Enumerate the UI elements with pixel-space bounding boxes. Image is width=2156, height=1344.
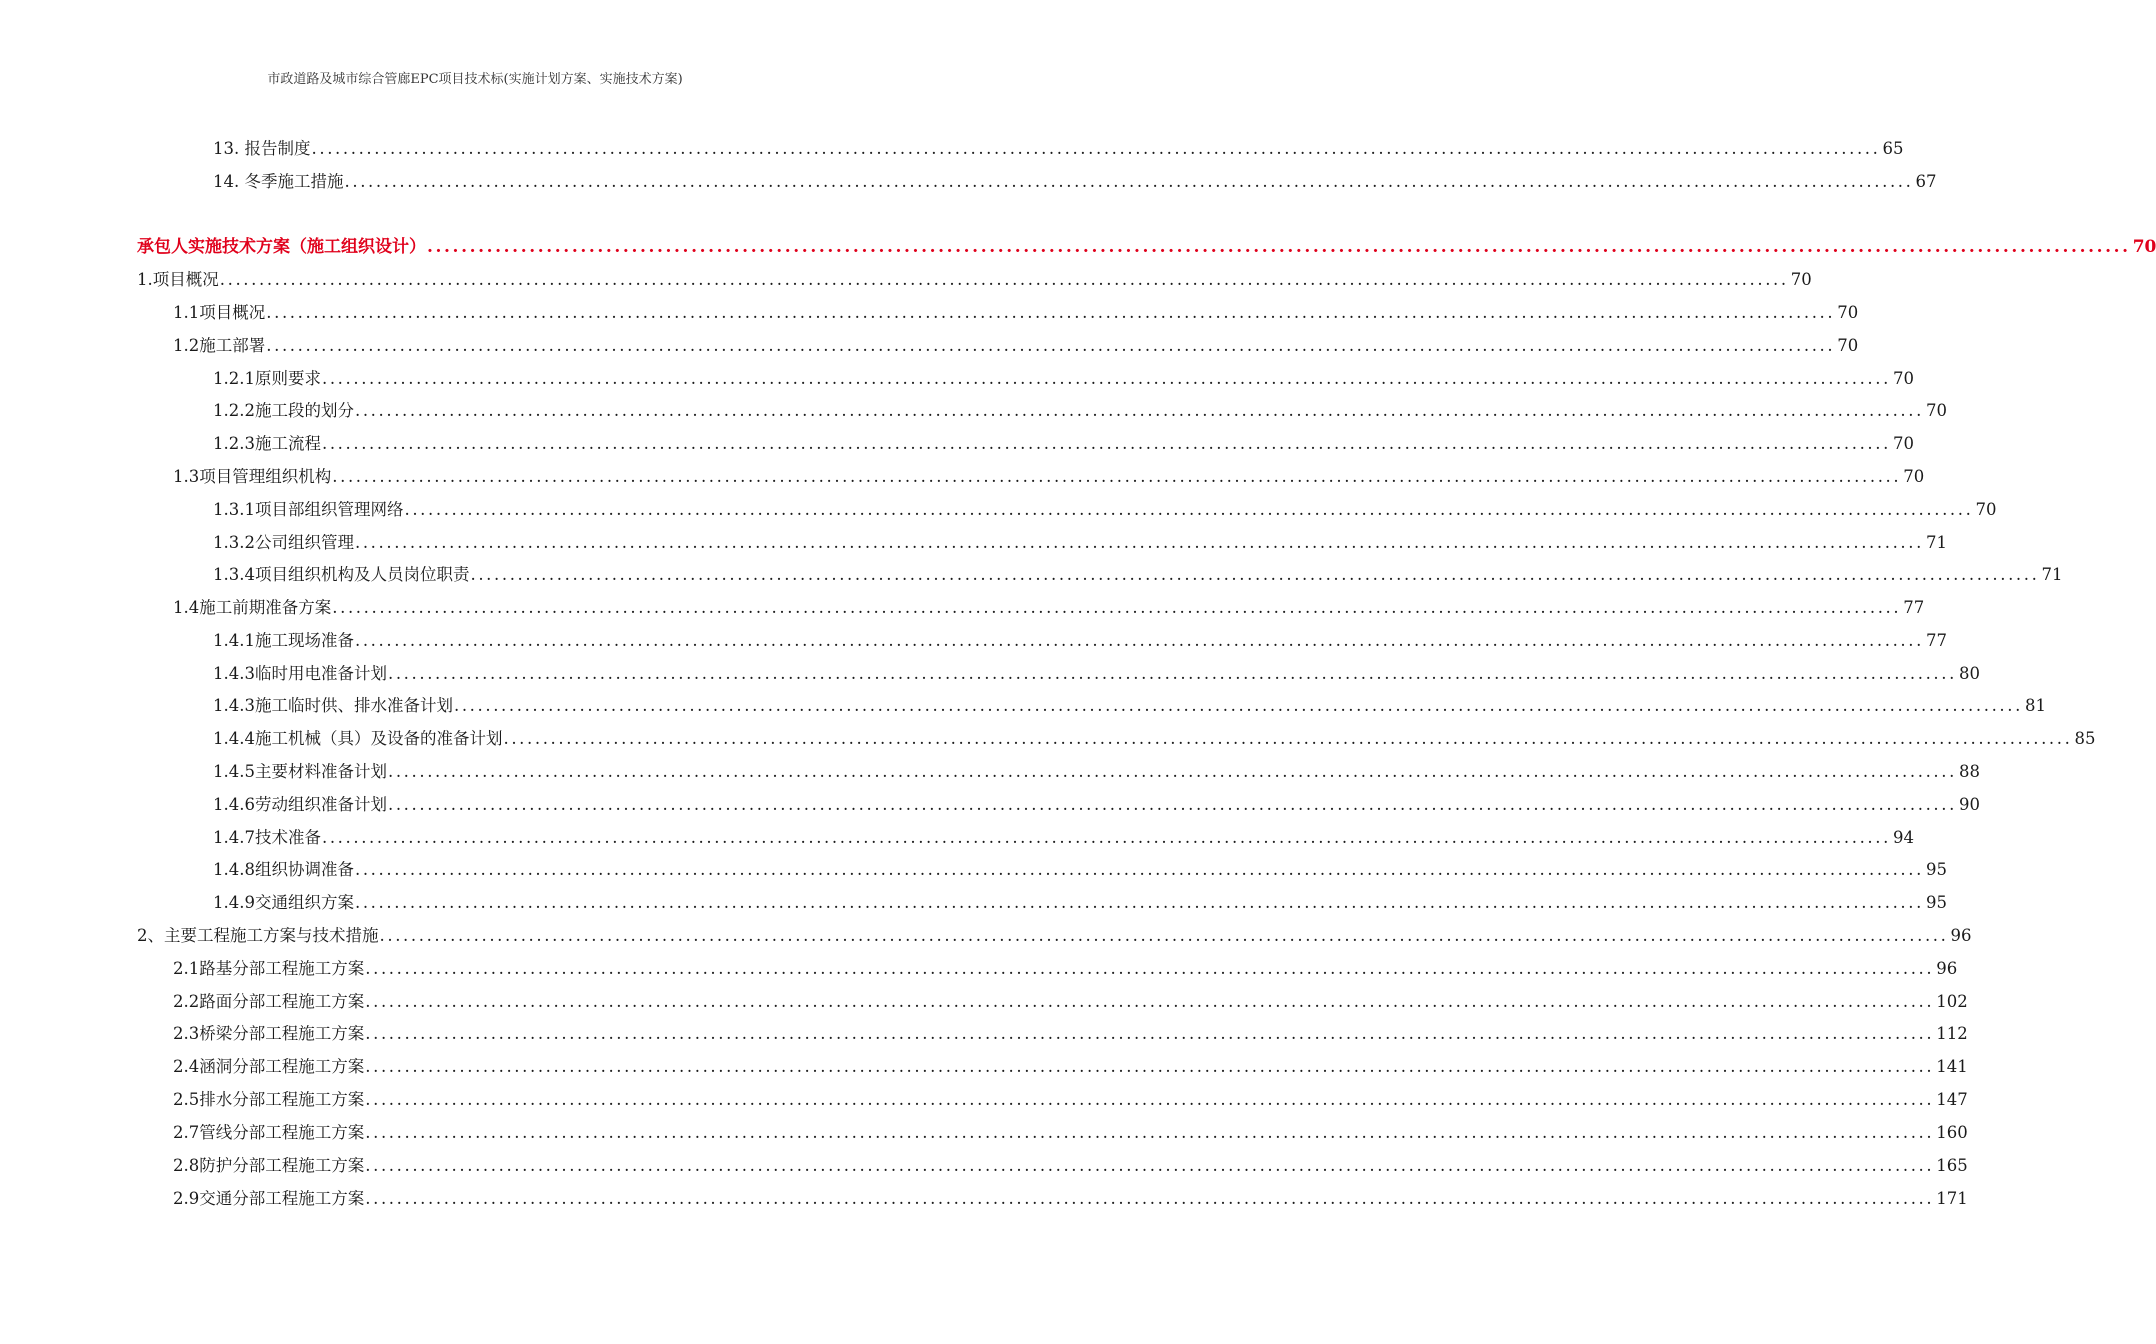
toc-entry-page-number: 71 bbox=[1925, 533, 1947, 552]
toc-entry[interactable] bbox=[173, 1056, 1968, 1078]
toc-entry-page-number: 70 bbox=[1837, 336, 1859, 355]
page-header: 市政道路及城市综合管廊EPC项目技术标(实施计划方案、实施技术方案) bbox=[267, 72, 683, 87]
toc-entry[interactable] bbox=[213, 663, 1980, 685]
toc-dot-leader: ........................................................................................................................................................................................................ bbox=[365, 1024, 1935, 1043]
toc-entry-page-number: 70 bbox=[1892, 434, 1914, 453]
toc-entry-page-number: 171 bbox=[1936, 1189, 1968, 1208]
toc-dot-leader: ........................................................................................................................................................................................................ bbox=[453, 696, 2023, 715]
toc-entry-label: 1.4.6劳动组织准备计划 bbox=[213, 795, 387, 814]
toc-dot-leader: ........................................................................................................................................................................................................ bbox=[387, 664, 1957, 683]
toc-dot-leader: ........................................................................................................................................................................................................ bbox=[365, 992, 1935, 1011]
toc-entry[interactable] bbox=[173, 466, 1925, 488]
toc-entry[interactable] bbox=[213, 564, 2063, 586]
toc-entry[interactable] bbox=[137, 925, 1972, 947]
toc-entry-label: 2.7管线分部工程施工方案 bbox=[173, 1123, 365, 1142]
toc-entry-label: 1.2.1原则要求 bbox=[213, 369, 321, 388]
toc-dot-leader: ........................................................................................................................................................................................................ bbox=[344, 172, 1914, 191]
toc-entry-page-number: 81 bbox=[2024, 696, 2046, 715]
toc-dot-leader: ........................................................................................................................................................................................................ bbox=[365, 1156, 1935, 1175]
toc-entry-label: 1.3项目管理组织机构 bbox=[173, 467, 332, 486]
toc-entry[interactable] bbox=[213, 433, 1914, 455]
toc-dot-leader: ........................................................................................................................................................................................................ bbox=[321, 369, 1891, 388]
toc-entry[interactable] bbox=[173, 597, 1925, 619]
toc-entry-label: 1.4.7技术准备 bbox=[213, 828, 321, 847]
toc-entry-page-number: 70 bbox=[1903, 467, 1925, 486]
toc-dot-leader: ........................................................................................................................................................................................................ bbox=[332, 467, 1902, 486]
toc-entry-label: 1.4.9交通组织方案 bbox=[213, 893, 354, 912]
toc-entry-page-number: 70 bbox=[1892, 369, 1914, 388]
toc-entry-page-number: 165 bbox=[1936, 1156, 1968, 1175]
toc-entry-page-number: 77 bbox=[1925, 631, 1947, 650]
toc-entry-label: 1.4.4施工机械（具）及设备的准备计划 bbox=[213, 729, 503, 748]
toc-entry[interactable] bbox=[213, 827, 1914, 849]
toc-dot-leader: ........................................................................................................................................................................................................ bbox=[387, 762, 1957, 781]
toc-dot-leader: ........................................................................................................................................................................................................ bbox=[427, 237, 2131, 257]
toc-dot-leader: ........................................................................................................................................................................................................ bbox=[404, 500, 1974, 519]
toc-entry-page-number: 85 bbox=[2074, 729, 2096, 748]
toc-entry-label: 1.4.5主要材料准备计划 bbox=[213, 762, 387, 781]
toc-entry-label: 1.4.8组织协调准备 bbox=[213, 860, 354, 879]
toc-entry-label: 2.2路面分部工程施工方案 bbox=[173, 992, 365, 1011]
toc-entry-label: 2.1路基分部工程施工方案 bbox=[173, 959, 365, 978]
toc-entry-label: 2.3桥梁分部工程施工方案 bbox=[173, 1024, 365, 1043]
toc-entry-page-number: 71 bbox=[2041, 565, 2063, 584]
toc-entry[interactable] bbox=[173, 1122, 1968, 1144]
toc-entry-label: 14. 冬季施工措施 bbox=[213, 172, 344, 191]
toc-dot-leader: ........................................................................................................................................................................................................ bbox=[266, 303, 1836, 322]
toc-entry[interactable] bbox=[213, 859, 1947, 881]
toc-dot-leader: ........................................................................................................................................................................................................ bbox=[266, 336, 1836, 355]
toc-dot-leader: ........................................................................................................................................................................................................ bbox=[354, 401, 1924, 420]
toc-dot-leader: ........................................................................................................................................................................................................ bbox=[379, 926, 1949, 945]
toc-dot-leader: ........................................................................................................................................................................................................ bbox=[503, 729, 2073, 748]
toc-entry[interactable] bbox=[213, 171, 1937, 193]
toc-entry-label: 1.4.1施工现场准备 bbox=[213, 631, 354, 650]
toc-entry-label: 2.5排水分部工程施工方案 bbox=[173, 1090, 365, 1109]
toc-entry[interactable] bbox=[213, 695, 2046, 717]
toc-dot-leader: ........................................................................................................................................................................................................ bbox=[354, 631, 1924, 650]
toc-dot-leader: ........................................................................................................................................................................................................ bbox=[219, 270, 1789, 289]
toc-entry-page-number: 70 bbox=[1975, 500, 1997, 519]
toc-dot-leader: ........................................................................................................................................................................................................ bbox=[365, 1090, 1935, 1109]
toc-entry[interactable] bbox=[213, 794, 1980, 816]
toc-entry[interactable] bbox=[213, 761, 1980, 783]
toc-entry[interactable] bbox=[213, 532, 1947, 554]
toc-entry-page-number: 141 bbox=[1936, 1057, 1968, 1076]
toc-entry[interactable] bbox=[173, 1089, 1968, 1111]
toc-entry-label: 1.3.4项目组织机构及人员岗位职责 bbox=[213, 565, 470, 584]
toc-entry[interactable] bbox=[213, 728, 2096, 750]
toc-dot-leader: ........................................................................................................................................................................................................ bbox=[321, 828, 1891, 847]
toc-dot-leader: ........................................................................................................................................................................................................ bbox=[365, 1123, 1935, 1142]
toc-entry-label: 1.项目概况 bbox=[137, 270, 219, 289]
toc-entry-page-number: 112 bbox=[1936, 1024, 1968, 1043]
toc-entry-page-number: 95 bbox=[1925, 893, 1947, 912]
toc-entry-label: 承包人实施技术方案（施工组织设计） bbox=[137, 237, 426, 257]
toc-entry-page-number: 65 bbox=[1882, 139, 1904, 158]
toc-entry-page-number: 90 bbox=[1958, 795, 1980, 814]
toc-entry[interactable] bbox=[173, 335, 1859, 357]
toc-entry[interactable] bbox=[173, 991, 1968, 1013]
toc-entry-label: 1.3.2公司组织管理 bbox=[213, 533, 354, 552]
toc-dot-leader: ........................................................................................................................................................................................................ bbox=[354, 860, 1924, 879]
toc-entry[interactable] bbox=[213, 368, 1914, 390]
toc-entry-label: 1.2施工部署 bbox=[173, 336, 266, 355]
toc-entry-page-number: 94 bbox=[1892, 828, 1914, 847]
toc-entry-label: 1.2.3施工流程 bbox=[213, 434, 321, 453]
toc-entry-page-number: 96 bbox=[1936, 959, 1958, 978]
toc-entry-label: 2.8防护分部工程施工方案 bbox=[173, 1156, 365, 1175]
toc-entry[interactable] bbox=[137, 236, 2156, 258]
toc-entry-label: 1.4施工前期准备方案 bbox=[173, 598, 332, 617]
toc-entry-label: 2、主要工程施工方案与技术措施 bbox=[137, 926, 379, 945]
toc-dot-leader: ........................................................................................................................................................................................................ bbox=[354, 533, 1924, 552]
toc-dot-leader: ........................................................................................................................................................................................................ bbox=[365, 1057, 1935, 1076]
toc-entry[interactable] bbox=[173, 958, 1958, 980]
toc-entry[interactable] bbox=[173, 1023, 1968, 1045]
toc-entry-label: 1.1项目概况 bbox=[173, 303, 266, 322]
toc-entry[interactable] bbox=[173, 1188, 1968, 1210]
toc-entry-page-number: 147 bbox=[1936, 1090, 1968, 1109]
toc-entry-page-number: 70 bbox=[2132, 237, 2156, 257]
toc-entry-page-number: 70 bbox=[1925, 401, 1947, 420]
toc-entry-page-number: 160 bbox=[1936, 1123, 1968, 1142]
toc-entry[interactable] bbox=[173, 302, 1859, 324]
toc-entry[interactable] bbox=[213, 630, 1947, 652]
toc-entry[interactable] bbox=[213, 892, 1947, 914]
toc-entry-page-number: 95 bbox=[1925, 860, 1947, 879]
toc-entry-page-number: 88 bbox=[1958, 762, 1980, 781]
toc-dot-leader: ........................................................................................................................................................................................................ bbox=[365, 1189, 1935, 1208]
toc-entry-page-number: 102 bbox=[1936, 992, 1968, 1011]
toc-entry-label: 1.4.3施工临时供、排水准备计划 bbox=[213, 696, 453, 715]
toc-entry-page-number: 67 bbox=[1915, 172, 1937, 191]
toc-dot-leader: ........................................................................................................................................................................................................ bbox=[332, 598, 1902, 617]
toc-entry[interactable] bbox=[213, 138, 1904, 160]
toc-dot-leader: ........................................................................................................................................................................................................ bbox=[470, 565, 2040, 584]
toc-entry[interactable] bbox=[213, 400, 1947, 422]
toc-entry-page-number: 96 bbox=[1950, 926, 1972, 945]
toc-entry[interactable] bbox=[137, 269, 1812, 291]
toc-dot-leader: ........................................................................................................................................................................................................ bbox=[321, 434, 1891, 453]
toc-entry-page-number: 70 bbox=[1790, 270, 1812, 289]
toc-entry-label: 1.2.2施工段的划分 bbox=[213, 401, 354, 420]
toc-dot-leader: ........................................................................................................................................................................................................ bbox=[354, 893, 1924, 912]
toc-dot-leader: ........................................................................................................................................................................................................ bbox=[365, 959, 1935, 978]
toc-dot-leader: ........................................................................................................................................................................................................ bbox=[311, 139, 1881, 158]
toc-entry-label: 1.4.3临时用电准备计划 bbox=[213, 664, 387, 683]
toc-entry[interactable] bbox=[173, 1155, 1968, 1177]
toc-entry[interactable] bbox=[213, 499, 1997, 521]
toc-dot-leader: ........................................................................................................................................................................................................ bbox=[387, 795, 1957, 814]
toc-entry-page-number: 80 bbox=[1958, 664, 1980, 683]
toc-entry-page-number: 70 bbox=[1837, 303, 1859, 322]
toc-entry-label: 1.3.1项目部组织管理网络 bbox=[213, 500, 404, 519]
toc-entry-label: 2.9交通分部工程施工方案 bbox=[173, 1189, 365, 1208]
toc-entry-label: 13. 报告制度 bbox=[213, 139, 311, 158]
toc-entry-label: 2.4涵洞分部工程施工方案 bbox=[173, 1057, 365, 1076]
toc-entry-page-number: 77 bbox=[1903, 598, 1925, 617]
